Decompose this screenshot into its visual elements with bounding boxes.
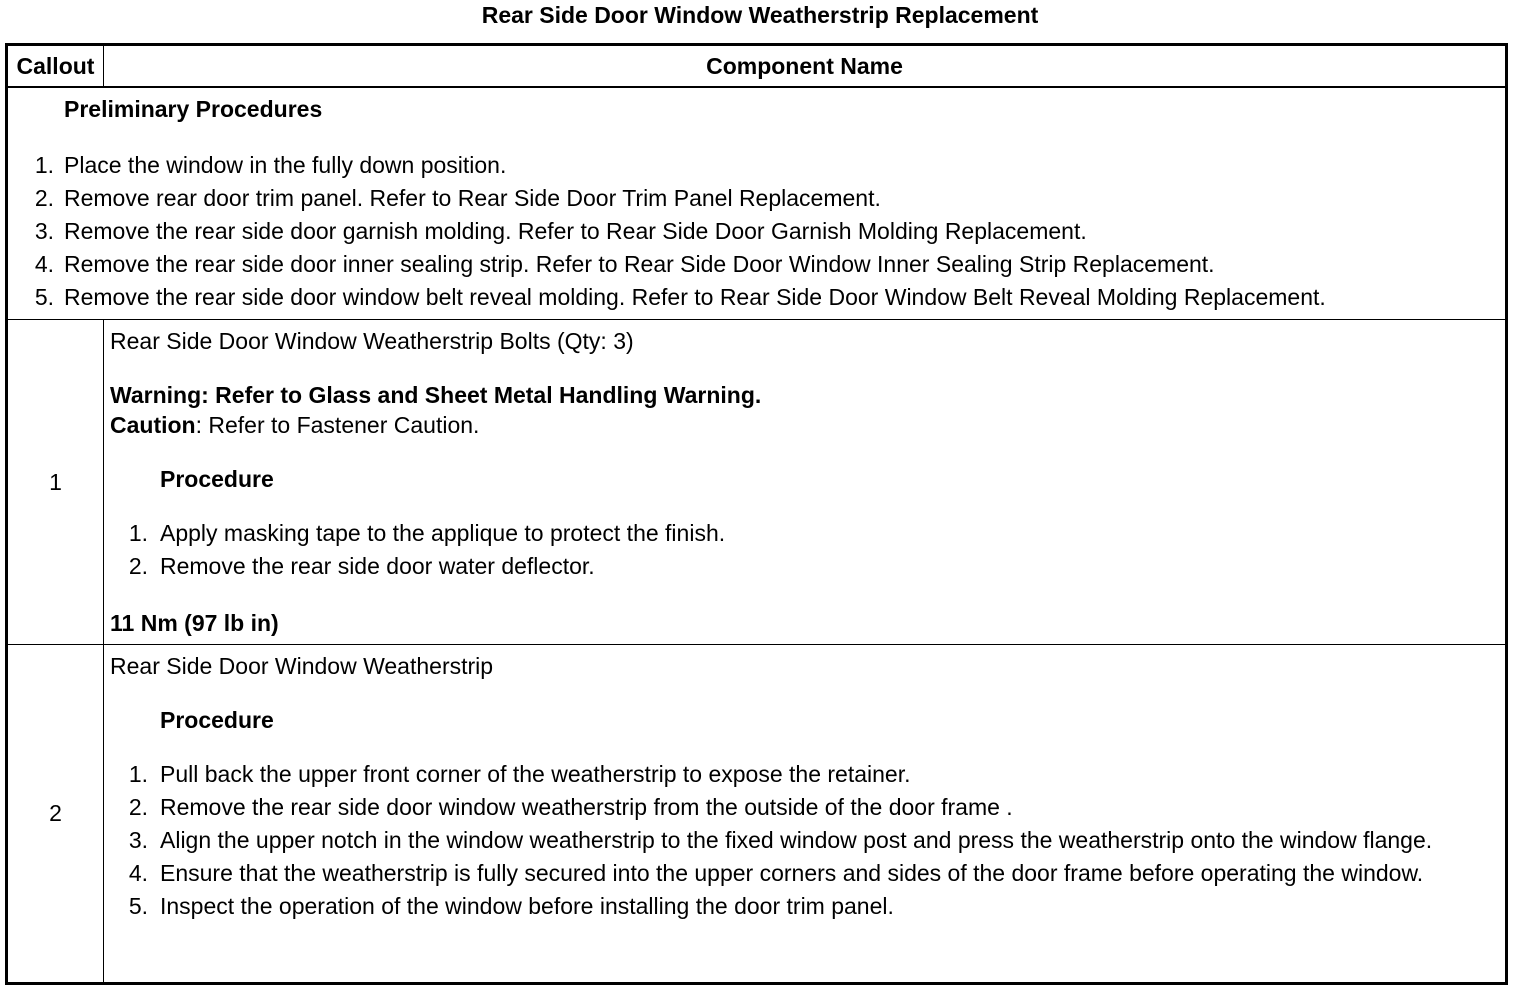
caution-text: : Refer to Fastener Caution. bbox=[195, 412, 480, 438]
step-text: Remove the rear side door inner sealing strip. Refer to Rear Side Door Window Inner Sealing Strip Replacement. bbox=[64, 251, 1215, 277]
procedure-steps bbox=[110, 518, 1499, 581]
step-text: Place the window in the fully down position. bbox=[64, 152, 507, 178]
component-name: Rear Side Door Window Weatherstrip bbox=[110, 653, 494, 679]
callout-cell: 1 bbox=[7, 320, 104, 645]
procedure-steps bbox=[110, 759, 1499, 921]
page-title: Rear Side Door Window Weatherstrip Replacement bbox=[481, 2, 1039, 28]
preliminary-row bbox=[7, 87, 1507, 320]
step-number: 3. bbox=[128, 827, 148, 853]
caution-label: Caution bbox=[110, 412, 196, 438]
procedure-heading: Procedure bbox=[160, 707, 274, 733]
step-text: Remove rear door trim panel. Refer to Rear Side Door Trim Panel Replacement. bbox=[64, 185, 881, 211]
step-number: 1. bbox=[128, 761, 148, 787]
step-text: Remove the rear side door window weatherstrip from the outside of the door frame . bbox=[160, 794, 1013, 820]
list-item bbox=[8, 183, 1505, 213]
header-row bbox=[7, 45, 1507, 88]
step-number: 4. bbox=[34, 251, 54, 277]
step-number: 5. bbox=[128, 893, 148, 919]
list-item bbox=[8, 150, 1505, 180]
step-number: 3. bbox=[34, 218, 54, 244]
preliminary-cell bbox=[7, 87, 1507, 320]
step-number: 2. bbox=[34, 185, 54, 211]
step-text: Apply masking tape to the applique to protect the finish. bbox=[160, 520, 726, 546]
step-text: Pull back the upper front corner of the weatherstrip to expose the retainer. bbox=[160, 761, 911, 787]
list-item bbox=[8, 249, 1505, 279]
header-component-name: Component Name bbox=[104, 45, 1507, 88]
step-text: Ensure that the weatherstrip is fully secured into the upper corners and sides of the door frame before operating the window. bbox=[160, 860, 1424, 886]
list-item bbox=[110, 792, 1499, 822]
torque-spec: 11 Nm (97 lb in) bbox=[110, 610, 279, 636]
step-number: 1. bbox=[128, 520, 148, 546]
step-text: Inspect the operation of the window before installing the door trim panel. bbox=[160, 893, 894, 919]
caution-line bbox=[110, 410, 1499, 440]
component-name: Rear Side Door Window Weatherstrip Bolts (Qty: 3) bbox=[110, 328, 634, 354]
step-text: Remove the rear side door window belt reveal molding. Refer to Rear Side Door Window Belt Reveal Molding Replacement. bbox=[64, 284, 1326, 310]
procedure-table bbox=[5, 43, 1508, 985]
list-item bbox=[110, 825, 1499, 855]
list-item bbox=[110, 551, 1499, 581]
list-item bbox=[110, 891, 1499, 921]
header-callout: Callout bbox=[7, 45, 104, 88]
step-number: 4. bbox=[128, 860, 148, 886]
table-row bbox=[7, 645, 1507, 984]
step-number: 2. bbox=[128, 553, 148, 579]
step-number: 1. bbox=[34, 152, 54, 178]
step-number: 5. bbox=[34, 284, 54, 310]
list-item bbox=[110, 858, 1499, 888]
step-text: Remove the rear side door garnish molding. Refer to Rear Side Door Garnish Molding Replacement. bbox=[64, 218, 1087, 244]
step-number: 2. bbox=[128, 794, 148, 820]
step-text: Remove the rear side door water deflector. bbox=[160, 553, 595, 579]
warning-text: Warning: Refer to Glass and Sheet Metal Handling Warning. bbox=[110, 382, 762, 408]
component-cell bbox=[104, 320, 1507, 645]
preliminary-steps bbox=[8, 150, 1505, 312]
list-item bbox=[110, 518, 1499, 548]
table-row bbox=[7, 320, 1507, 645]
component-cell bbox=[104, 645, 1507, 984]
callout-cell: 2 bbox=[7, 645, 104, 984]
list-item bbox=[8, 282, 1505, 312]
preliminary-heading: Preliminary Procedures bbox=[64, 96, 323, 122]
step-text: Align the upper notch in the window weatherstrip to the fixed window post and press the weatherstrip onto the window flange. bbox=[160, 827, 1433, 853]
list-item bbox=[8, 216, 1505, 246]
list-item bbox=[110, 759, 1499, 789]
procedure-heading: Procedure bbox=[160, 466, 274, 492]
